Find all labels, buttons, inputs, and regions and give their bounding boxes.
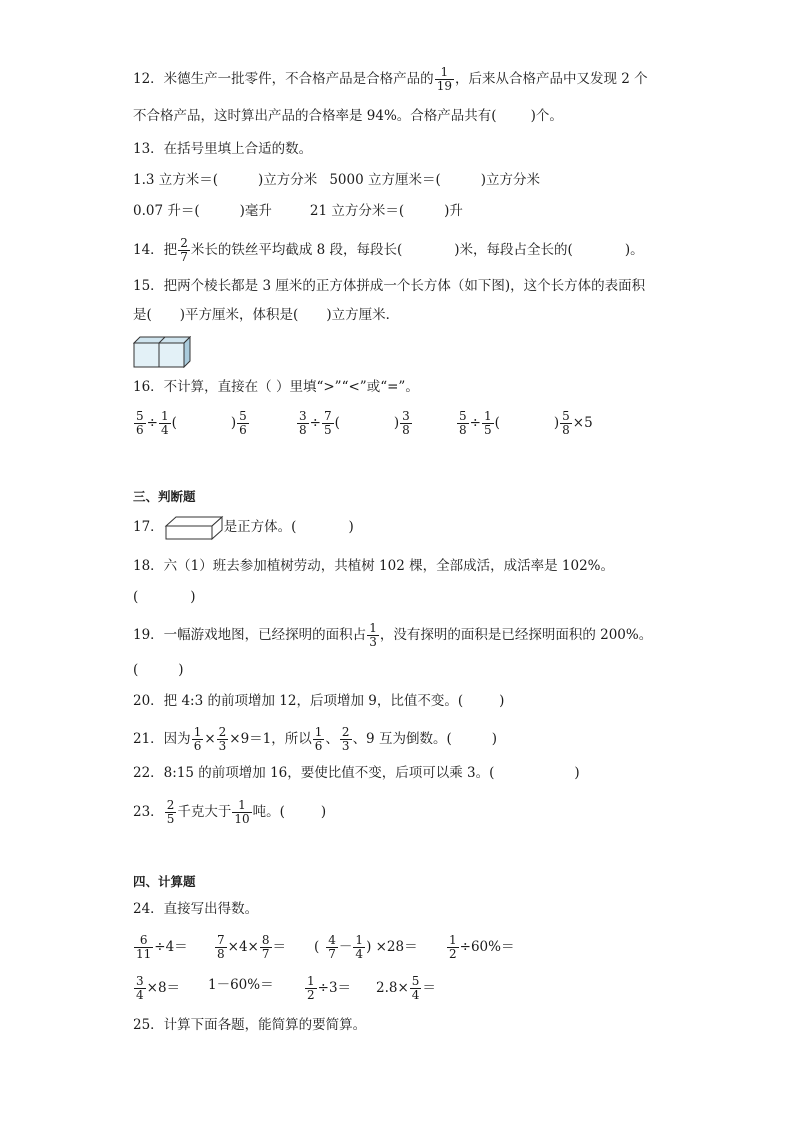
cuboid-sketch-icon — [164, 515, 224, 541]
q12-text-b: ，后来从合格产品中又发现 2 个 — [454, 71, 648, 87]
q24-calc-7: $\frac{1}{2}$ ÷3＝ — [307, 974, 352, 1002]
q14-fraction: $\frac{2}{7}$ — [180, 236, 188, 264]
q24-calc-8: 2.8× $\frac{5}{4}$ ＝ — [376, 974, 436, 1002]
question-14: 14．把 $\frac{2}{7}$ 米长的铁丝平均截成 8 段，每段长( )米，每段占全长的( )。 — [133, 236, 644, 264]
question-20: 20．把 4:3 的前项增加 12，后项增加 9，比值不变。( ) — [133, 693, 505, 709]
section-4-heading: 四、计算题 — [133, 874, 196, 889]
question-24-title: 24．直接写出得数。 — [133, 901, 259, 917]
question-16-title: 16．不计算，直接在（ ）里填“>”“<”或“=”。 — [133, 379, 419, 395]
q12-text-a: 12．米德生产一批零件，不合格产品是合格产品的 — [133, 71, 434, 87]
q24-calc-3: ( $\frac{4}{7}$ － $\frac{1}{4}$ ) ×28＝ — [314, 933, 418, 961]
q16-expression-3: $\frac{5}{8}$ ÷ $\frac{1}{5}$ ( ) $\frac{5}{8}$ ×5 — [459, 409, 593, 437]
question-19-line-1: 19．一幅游戏地图，已经探明的面积占 $\frac{1}{3}$ ，没有探明的面积是已经探明面积的 200%。 — [133, 621, 653, 649]
q24-calc-2: $\frac{7}{8}$ ×4× $\frac{8}{7}$ ＝ — [217, 933, 286, 961]
section-3-heading: 三、判断题 — [133, 489, 196, 504]
question-15-line-2: 是( )平方厘米，体积是( )立方厘米． — [133, 307, 400, 323]
question-23: 23． $\frac{2}{5}$ 千克大于 $\frac{1}{10}$ 吨。( ) — [133, 798, 327, 826]
q24-calc-6: 1－60%＝ — [208, 977, 274, 993]
question-22: 22．8:15 的前项增加 16，要使比值不变，后项可以乘 3。( ) — [133, 765, 580, 781]
q24-calc-1: $\frac{6}{11}$ ÷4＝ — [136, 933, 188, 961]
question-18-line-1: 18．六（1）班去参加植树劳动，共植树 102 棵，全部成活，成活率是 102%。 — [133, 558, 615, 574]
q16-expression-2: $\frac{3}{8}$ ÷ $\frac{7}{5}$ ( ) $\frac{3}{8}$ — [299, 409, 410, 437]
question-12-line-2: 不合格产品，这时算出产品的合格率是 94%。合格产品共有( )个。 — [133, 108, 563, 124]
q24-calc-4: $\frac{1}{2}$ ÷60%＝ — [449, 933, 515, 961]
question-13-title: 13．在括号里填上合适的数。 — [133, 141, 313, 157]
question-15-line-1: 15．把两个棱长都是 3 厘米的正方体拼成一个长方体（如下图)，这个长方体的表面积 — [133, 278, 646, 294]
question-17: 17． 是正方体。( ) — [133, 517, 354, 537]
cuboid-figure — [133, 336, 191, 368]
question-13-row-2: 0.07 升＝( )毫升 21 立方分米＝( )升 — [133, 203, 463, 219]
question-21: 21．因为 $\frac{1}{6}$ × $\frac{2}{3}$ ×9＝1，所以 $\frac{1}{6}$ 、 $\frac{2}{3}$ 、9 互为倒数。( ) — [133, 725, 497, 753]
question-25-title: 25．计算下面各题，能简算的要简算。 — [133, 1017, 367, 1033]
question-13-row-1: 1.3 立方米＝( )立方分米 5000 立方厘米＝( )立方分米 — [133, 172, 541, 188]
q19-fraction: $\frac{1}{3}$ — [369, 621, 377, 649]
question-12-line-1 — [133, 66, 648, 93]
question-19-line-2: ( ) — [133, 662, 184, 678]
q16-expression-1: $\frac{5}{6}$ ÷ $\frac{1}{4}$ ( ) $\frac{5}{6}$ — [136, 409, 247, 437]
q24-calc-5: $\frac{3}{4}$ ×8＝ — [136, 974, 181, 1002]
question-18-line-2: ( ) — [133, 589, 196, 605]
q12-fraction: $\frac{1}{19}$ — [436, 65, 452, 93]
